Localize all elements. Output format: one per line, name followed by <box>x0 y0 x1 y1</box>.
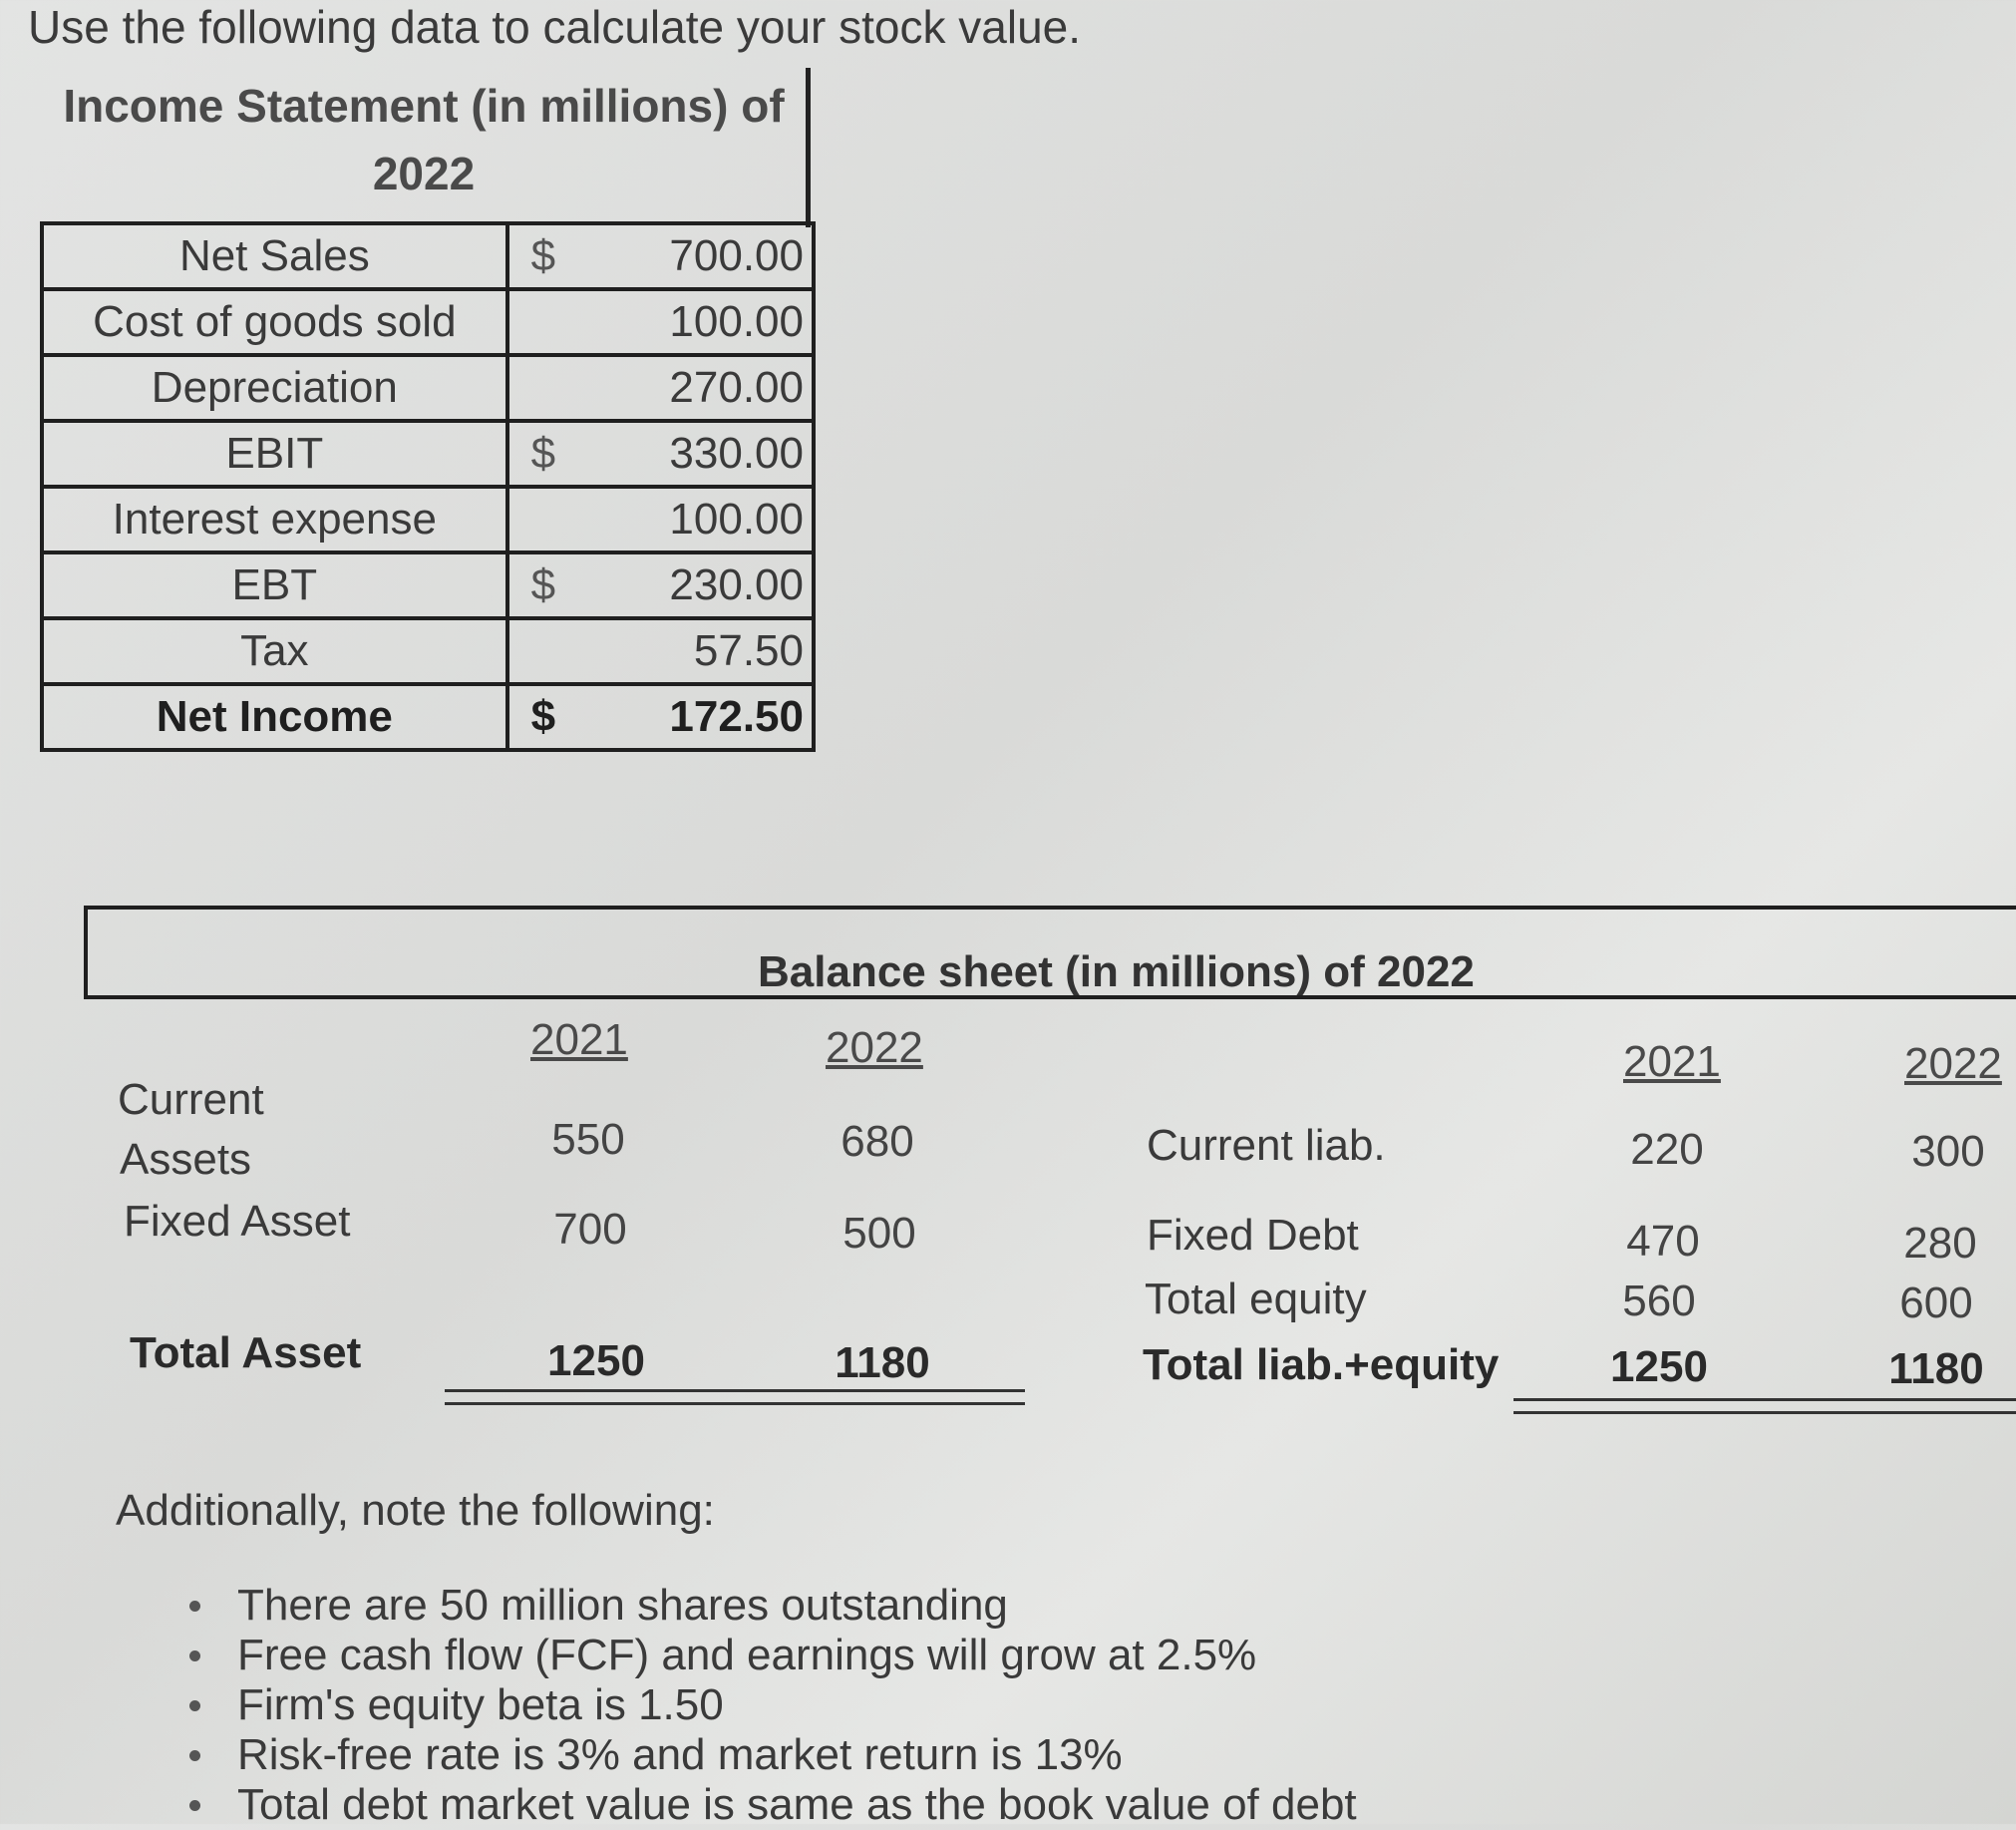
bullet-icon <box>189 1601 200 1612</box>
income-statement-title-line2: 2022 <box>372 148 476 199</box>
current-assets-2022: 680 <box>840 1117 914 1166</box>
row-interest-expense <box>42 487 814 552</box>
bullet-icon <box>189 1700 200 1711</box>
current-assets-2021: 550 <box>551 1115 625 1164</box>
row-value: 100.00 <box>577 487 814 552</box>
row-net-sales <box>42 223 814 289</box>
row-ebit <box>42 421 814 487</box>
row-currency: $ <box>507 223 577 289</box>
note-text: Total debt market value is same as the book value of debt <box>237 1780 1357 1829</box>
row-value: 100.00 <box>577 289 814 355</box>
fixed-debt-label: Fixed Debt <box>1147 1211 1359 1260</box>
row-currency <box>507 618 577 684</box>
list-item <box>189 1730 1357 1780</box>
fixed-asset-label: Fixed Asset <box>124 1197 351 1246</box>
balance-sheet-title: Balance sheet (in millions) of 2022 <box>758 947 1475 996</box>
total-asset-2022: 1180 <box>835 1338 930 1387</box>
note-text: Risk-free rate is 3% and market return is 13% <box>237 1730 1123 1779</box>
fixed-debt-2021: 470 <box>1626 1217 1700 1266</box>
row-depreciation <box>42 355 814 421</box>
total-asset-label: Total Asset <box>130 1328 362 1377</box>
row-label: Net Sales <box>42 223 507 289</box>
list-item <box>189 1780 1357 1830</box>
row-label: EBIT <box>42 421 507 487</box>
row-value: 172.50 <box>577 684 814 750</box>
row-value: 270.00 <box>577 355 814 421</box>
fixed-debt-2022: 280 <box>1903 1219 1977 1268</box>
current-liab-2022: 300 <box>1911 1127 1985 1176</box>
row-currency <box>507 487 577 552</box>
row-label: Tax <box>42 618 507 684</box>
fixed-asset-2021: 700 <box>553 1205 627 1254</box>
note-text: There are 50 million shares outstanding <box>237 1581 1008 1630</box>
income-statement-title <box>40 72 808 207</box>
row-label: Net Income <box>42 684 507 750</box>
current-assets-label-line1: Current <box>118 1075 264 1124</box>
row-label: Cost of goods sold <box>42 289 507 355</box>
total-liab-equity-2021: 1250 <box>1610 1342 1708 1391</box>
row-value: 230.00 <box>577 552 814 618</box>
list-item <box>189 1581 1357 1631</box>
row-currency: $ <box>507 421 577 487</box>
bullet-icon <box>189 1800 200 1811</box>
row-currency <box>507 289 577 355</box>
row-value: 57.50 <box>577 618 814 684</box>
list-item <box>189 1680 1357 1730</box>
note-text: Firm's equity beta is 1.50 <box>237 1680 724 1729</box>
liab-year-2022: 2022 <box>1904 1039 2002 1088</box>
row-cogs <box>42 289 814 355</box>
intro-text: Use the following data to calculate your stock value. <box>28 1 1082 53</box>
total-equity-2022: 600 <box>1899 1279 1973 1327</box>
total-liab-equity-2022: 1180 <box>1888 1344 1984 1393</box>
list-item <box>189 1631 1357 1680</box>
income-statement-table <box>40 221 816 752</box>
notes-list <box>189 1581 1357 1830</box>
total-equity-2021: 560 <box>1622 1277 1696 1325</box>
row-label: Depreciation <box>42 355 507 421</box>
row-label: Interest expense <box>42 487 507 552</box>
row-ebt <box>42 552 814 618</box>
bullet-icon <box>189 1750 200 1761</box>
total-liab-double-underline <box>1513 1398 2016 1414</box>
current-liab-2021: 220 <box>1630 1125 1704 1174</box>
current-assets-label-line2: Assets <box>120 1135 252 1184</box>
notes-intro: Additionally, note the following: <box>116 1486 715 1535</box>
income-statement-border <box>806 68 811 227</box>
liab-year-2021: 2021 <box>1623 1037 1721 1086</box>
row-currency: $ <box>507 552 577 618</box>
income-statement-title-line1: Income Statement (in millions) of <box>63 80 785 132</box>
row-currency <box>507 355 577 421</box>
row-value: 700.00 <box>577 223 814 289</box>
total-asset-2021: 1250 <box>547 1336 645 1385</box>
row-label: EBT <box>42 552 507 618</box>
row-value: 330.00 <box>577 421 814 487</box>
total-equity-label: Total equity <box>1145 1275 1367 1323</box>
assets-year-2022: 2022 <box>826 1023 923 1072</box>
fixed-asset-2022: 500 <box>842 1209 916 1258</box>
row-net-income <box>42 684 814 750</box>
note-text: Free cash flow (FCF) and earnings will grow at 2.5% <box>237 1631 1257 1679</box>
row-currency: $ <box>507 684 577 750</box>
bullet-icon <box>189 1650 200 1661</box>
assets-year-2021: 2021 <box>530 1015 628 1064</box>
row-tax <box>42 618 814 684</box>
current-liab-label: Current liab. <box>1147 1121 1386 1170</box>
total-liab-equity-label: Total liab.+equity <box>1143 1340 1500 1389</box>
total-assets-double-underline <box>445 1389 1025 1405</box>
